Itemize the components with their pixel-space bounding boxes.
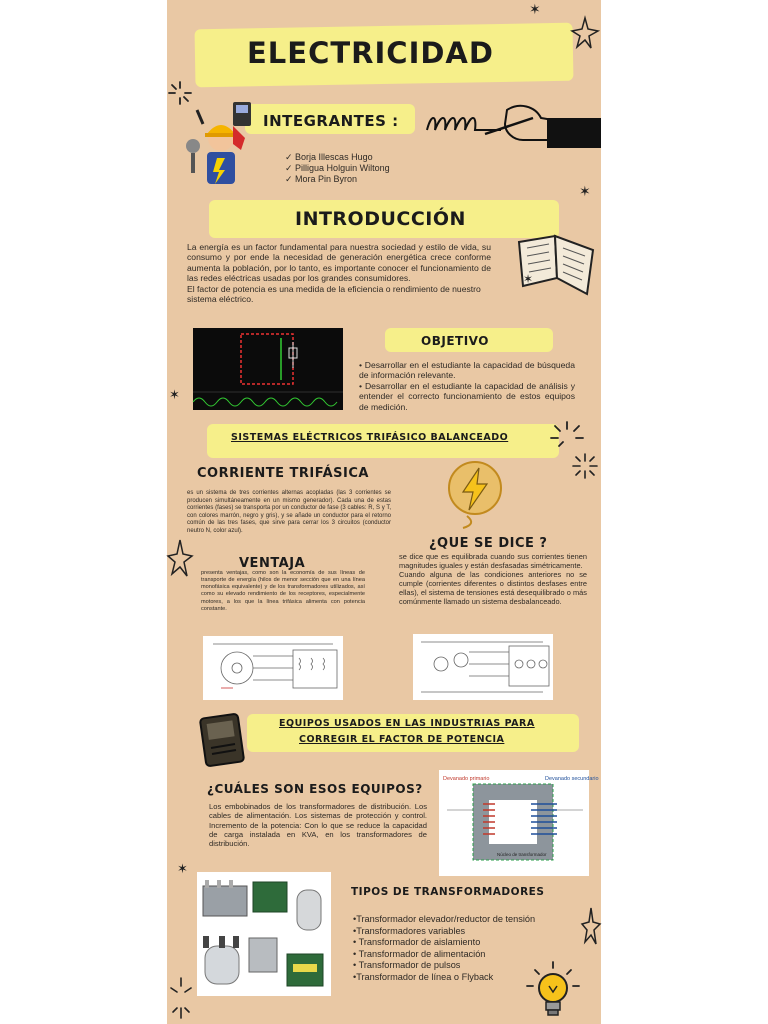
transformer-label-left: Devanado primario [443, 776, 490, 782]
circuit-image [193, 328, 343, 410]
page-title: ELECTRICIDAD [247, 36, 494, 70]
corriente-text: es un sistema de tres corrientes alternas acopladas (las 3 corrientes se producen simultáneamente en un mismo generador). Cada una de estas corrientes (fases) se transporta por un conductor de fase (3 cables: R, S y T, con colores marrón, negro y gris), y se añade un conductor para el retorno común de las tres fases, que sirve para cerrar los 3 circuitos (conductor neutro N, color azul). [187, 490, 391, 534]
objetivo-heading: OBJETIVO [421, 334, 489, 348]
objetivo-item: • Desarrollar en el estudiante la capacidad de búsqueda de información relevante. [359, 360, 575, 381]
electric-meter-icon [197, 710, 249, 768]
poster [167, 0, 601, 1024]
cuales-heading: ¿CUÁLES SON ESOS EQUIPOS? [207, 782, 423, 796]
sparkle-icon [547, 420, 587, 450]
tipos-item: • Transformador de alimentación [353, 948, 486, 959]
electrician-icon [181, 98, 261, 188]
transformer-label-core: Núcleo de transformador [497, 852, 547, 857]
ventaja-text: presenta ventajas, como son la economía de sus líneas de transporte de energía (hilos de menor sección que en una línea monofásica equivalente) y de los transformadores utilizados, así como su elevado rendimiento de los receptores, especialmente motores, a los que la línea trifásica alimenta con potencia constante. [201, 570, 365, 612]
cuales-text: Los embobinados de los transformadores de distribución. Los cables de alimentación. Los sistemas de protección y control. Incremento de la potencia: Con lo que se reduce la capacidad de carga instalada en KVA, en los transformadores de distribución. [209, 802, 427, 848]
member-item: ✓ Pilligua Holguin Wiltong [285, 162, 390, 173]
star-icon: ✶ [169, 388, 180, 403]
tipos-item: •Transformador elevador/reductor de tensión [353, 914, 536, 924]
intro-text [187, 242, 491, 305]
tipos-item: • Transformador de pulsos [353, 960, 461, 970]
que-se-dice-heading: ¿QUE SE DICE ? [429, 536, 548, 551]
open-book-icon [513, 234, 601, 302]
equipos-heading-line-1: EQUIPOS USADOS EN LAS INDUSTRIAS PARA [279, 718, 535, 729]
transformers-photo [197, 872, 331, 996]
intro-paragraph: La energía es un factor fundamental para nuestra sociedad y estilo de vida, su consumo y por ende la necesidad de generación energética crece conforme aumenta la población, por lo tanto, es importante conocer el funcionamiento de las redes eléctricas usadas por los grandes consumidores. [187, 242, 491, 284]
tipos-heading: TIPOS DE TRANSFORMADORES [351, 886, 545, 898]
lightning-icon [443, 458, 507, 530]
member-item: ✓ Borja Illescas Hugo [285, 152, 373, 162]
transformer-label-right: Devanado secundario [545, 776, 599, 782]
ventaja-heading: VENTAJA [239, 556, 306, 571]
star-icon: ✶ [529, 2, 541, 18]
corriente-heading: CORRIENTE TRIFÁSICA [197, 466, 369, 481]
transformer-diagram-image [439, 770, 599, 876]
objetivo-item: • Desarrollar en el estudiante la capacidad de análisis y entender el correcto funcionamiento de estos equipos de medición. [359, 380, 575, 412]
sparkle-icon [571, 452, 599, 480]
star-icon: ✶ [523, 272, 534, 286]
three-phase-diagram-image [413, 634, 553, 700]
objetivo-list [359, 360, 575, 412]
tipos-item: •Transformador de línea o Flyback [353, 971, 494, 982]
que-se-dice-text [399, 552, 587, 606]
tipos-item: • Transformador de aislamiento [353, 937, 481, 947]
star-outline-icon [581, 906, 601, 946]
sparkle-icon [169, 976, 193, 1020]
intro-heading: INTRODUCCIÓN [295, 208, 466, 230]
equipos-heading-line-2: CORREGIR EL FACTOR DE POTENCIA [299, 734, 505, 745]
star-icon: ✶ [177, 862, 188, 877]
three-phase-diagram-image [203, 636, 343, 700]
member-list [285, 152, 390, 185]
sistemas-heading: SISTEMAS ELÉCTRICOS TRIFÁSICO BALANCEADO [231, 432, 509, 443]
tipos-list [353, 914, 535, 983]
star-icon: ✶ [579, 184, 591, 200]
intro-paragraph: El factor de potencia es una medida de la eficiencia o rendimiento de nuestro sistema eléctrico. [187, 283, 481, 305]
hand-writing-icon [423, 100, 601, 152]
integrantes-heading: INTEGRANTES : [263, 112, 399, 130]
tipos-item: •Transformadores variables [353, 925, 466, 936]
lightbulb-icon [521, 960, 585, 1022]
que-se-dice-paragraph: Cuando alguna de las condiciones anteriores no se cumple (corrientes diferentes o distintos desfases entre ellas), el sistema de tensiones está desequilibrado o más comúnmente llamado un sistema desbalanceado. [399, 570, 587, 607]
que-se-dice-paragraph: se dice que es equilibrada cuando sus corrientes tienen magnitudes iguales y están desfasadas simétricamente. [399, 552, 587, 571]
star-outline-icon [571, 16, 599, 50]
star-outline-icon [167, 538, 193, 578]
member-item: ✓ Mora Pin Byron [285, 173, 358, 184]
